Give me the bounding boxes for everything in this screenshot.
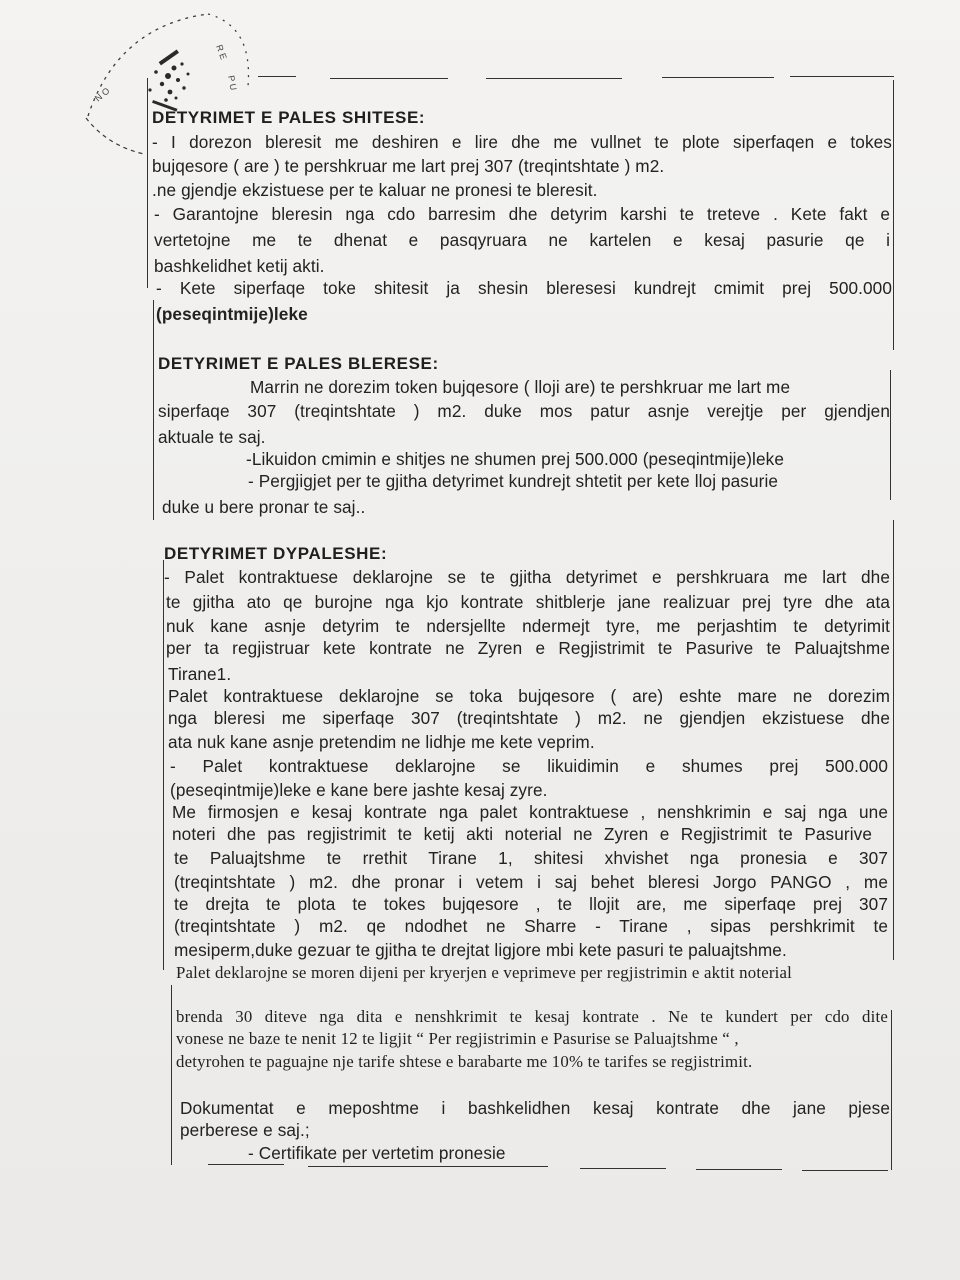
- mutual-line: Tirane1.: [168, 664, 232, 684]
- seller-line: - Garantojne bleresin nga cdo barresim dhe detyrim karshi te treteve . Kete fakt e: [154, 204, 890, 224]
- mutual-line: ata nuk kane asnje pretendim ne lidhje me kete veprim.: [168, 732, 595, 752]
- mutual-line: noteri dhe pas regjistrimit te ketij akti noterial ne Zyren e Regjistrimit te Pasurive: [172, 824, 872, 844]
- buyer-line: duke u bere pronar te saj..: [162, 497, 366, 517]
- seller-line: - I dorezon bleresit me deshiren e lire dhe me vullnet te plote siperfaqen e tokes: [152, 132, 892, 152]
- attachments-line: perberese e saj.;: [180, 1120, 310, 1140]
- bottom-rule-5: [802, 1170, 888, 1171]
- svg-text:N O: N O: [92, 85, 112, 104]
- registration-line: Palet deklarojne se moren dijeni per kryerjen e veprimeve per regjistrimin e aktit noterial: [176, 963, 793, 982]
- mutual-line: - Palet kontraktuese deklarojne se te gjitha detyrimet e pershkruara me lart dhe: [164, 567, 890, 587]
- top-rule-5: [790, 76, 894, 77]
- mutual-line: nuk kane asnje detyrim te ndersjellte ndermejt tyre, me perjashtim te detyrimit: [166, 616, 890, 636]
- bottom-rule-1: [208, 1164, 284, 1165]
- seller-line: vertetojne me te dhenat e pasqyruara ne kartelen e kesaj pasurie qe i: [154, 230, 890, 250]
- seller-heading: DETYRIMET E PALES SHITESE:: [152, 108, 426, 127]
- registration-line: detyrohen te paguajne nje tarife shtese e barabarte me 10% te tarifes se regjistrimit.: [176, 1052, 753, 1071]
- right-margin-line: [890, 370, 891, 500]
- mutual-line: (peseqintmije)leke e kane bere jashte kesaj zyre.: [170, 780, 548, 800]
- left-margin-line: [147, 78, 148, 288]
- right-margin-line: [893, 520, 894, 960]
- attachments-line: Dokumentat e meposhtme i bashkelidhen kesaj kontrate dhe jane pjese: [180, 1098, 890, 1118]
- seller-line: bashkelidhet ketij akti.: [154, 256, 325, 276]
- attachments-line: - Certifikate per vertetim pronesie: [248, 1143, 506, 1163]
- mutual-line: nga bleresi me siperfaqe 307 (treqintshtate ) m2. ne gjendjen ekzistuese dhe: [168, 708, 890, 728]
- mutual-heading: DETYRIMET DYPALESHE:: [164, 544, 388, 563]
- buyer-line: Marrin ne dorezim token bujqesore ( lloji are) te pershkruar me lart me: [250, 377, 791, 397]
- top-rule-3: [486, 78, 622, 79]
- buyer-line: - Pergjigjet per te gjitha detyrimet kundrejt shtetit per kete lloj pasurie: [248, 471, 779, 491]
- seller-line: - Kete siperfaqe toke shitesit ja shesin bleresesi kundrejt cmimit prej 500.000: [156, 278, 892, 298]
- mutual-line: te gjitha ato qe burojne nga kjo kontrate shitblerje jane realizuar prej tyre dhe ata: [166, 592, 890, 612]
- left-margin-line: [171, 985, 172, 1165]
- bottom-rule-3: [580, 1168, 666, 1169]
- registration-line: vonese ne baze te nenit 12 te ligjit “ Per regjistrimin e Pasurise se Paluajtshme “ ,: [176, 1029, 739, 1048]
- mutual-line: - Palet kontraktuese deklarojne se likuidimin e shumes prej 500.000: [170, 756, 888, 776]
- buyer-heading: DETYRIMET E PALES BLERESE:: [158, 354, 439, 373]
- seller-line: bujqesore ( are ) te pershkruar me lart prej 307 (treqintshtate ) m2.: [152, 156, 665, 176]
- right-margin-line: [893, 80, 894, 350]
- registration-line: brenda 30 diteve nga dita e nenshkrimit te kesaj kontrate . Ne te kundert per cdo dite: [176, 1007, 888, 1026]
- left-margin-line: [153, 300, 154, 520]
- mutual-line: (treqintshtate ) m2. dhe pronar i vetem i saj behet bleresi Jorgo PANGO , me: [174, 872, 888, 892]
- buyer-line: siperfaqe 307 (treqintshtate ) m2. duke mos patur asnje verejtje per gjendjen: [158, 401, 890, 421]
- mutual-line: Palet kontraktuese deklarojne se toka bujqesore ( are) eshte mare ne dorezim: [168, 686, 890, 706]
- seller-line: (peseqintmije)leke: [156, 304, 308, 324]
- top-rule-4: [662, 77, 774, 78]
- left-margin-line: [163, 560, 164, 970]
- buyer-line: -Likuidon cmimin e shitjes ne shumen prej 500.000 (peseqintmije)leke: [246, 449, 784, 469]
- bottom-rule-2: [308, 1166, 548, 1167]
- mutual-line: Me firmosjen e kesaj kontrate nga palet kontraktuese , nenshkrimin e saj nga une: [172, 802, 888, 822]
- mutual-line: mesiperm,duke gezuar te gjitha te drejtat ligjore mbi kete pasuri te paluajtshme.: [174, 940, 787, 960]
- seller-line: .ne gjendje ekzistuese per te kaluar ne pronesi te bleresit.: [152, 180, 598, 200]
- mutual-line: te Paluajtshme te rrethit Tirane 1, shitesi xhvishet nga pronesia e 307: [174, 848, 888, 868]
- right-margin-line: [891, 1010, 892, 1170]
- svg-text:R E: R E: [214, 43, 229, 61]
- svg-text:P U: P U: [226, 74, 239, 91]
- top-rule-2: [330, 78, 448, 79]
- mutual-line: per ta regjistruar kete kontrate ne Zyren e Regjistrimit te Pasurive te Paluajtshme: [166, 638, 890, 658]
- bottom-rule-4: [696, 1169, 782, 1170]
- mutual-line: te drejta te plota te tokes bujqesore , te llojit are, me siperfaqe prej 307: [174, 894, 888, 914]
- mutual-line: (treqintshtate ) m2. qe ndodhet ne Sharre - Tirane , sipas pershkrimit te: [174, 916, 888, 936]
- top-rule-1: [258, 76, 296, 77]
- buyer-line: aktuale te saj.: [158, 427, 266, 447]
